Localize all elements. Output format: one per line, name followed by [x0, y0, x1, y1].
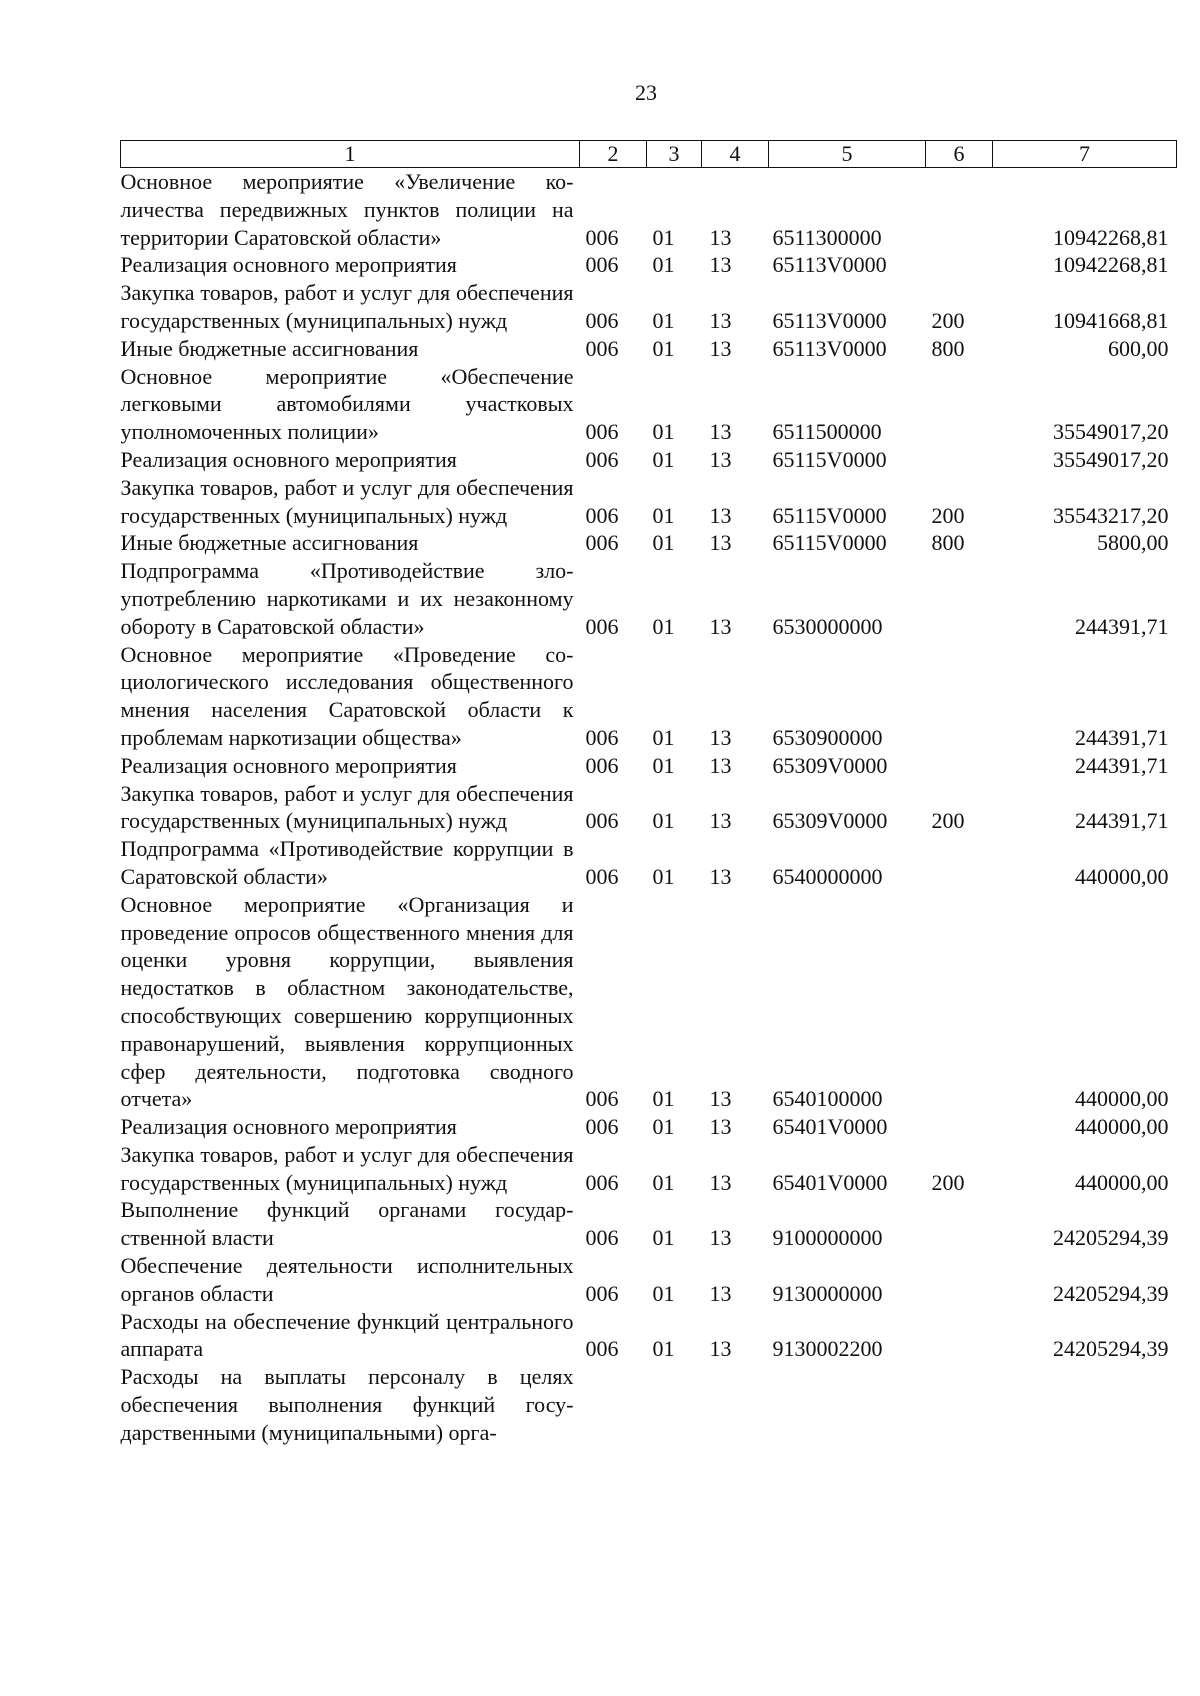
row-description: Реализация основного мероприятия: [120, 1114, 457, 1140]
row-description: Основное мероприятие «Проведение социологического исследования общественного мнения населения Саратовской области к проблемам наркотизации общества»: [120, 641, 574, 750]
row-col-3: 01: [652, 752, 675, 778]
row-col-7: 24205294,39: [1053, 1336, 1169, 1362]
row-col-7: 35543217,20: [1053, 502, 1169, 528]
row-col-6: [926, 891, 993, 1113]
row-col-3: 01: [652, 724, 675, 750]
row-description: Иные бюджетные ассигнования: [120, 335, 419, 361]
row-col-3: 01: [652, 1280, 675, 1306]
row-description: Реализация основного мероприятия: [120, 446, 457, 472]
row-col-3: 01: [652, 1169, 675, 1195]
row-col-5: 65113V0000: [772, 335, 887, 361]
row-col-3: 01: [652, 863, 675, 889]
row-description: Закупка товаров, работ и услуг для обеспечения государственных (муниципальных) нужд: [120, 474, 574, 528]
row-col-2: 006: [585, 1336, 619, 1362]
row-col-5: 6511300000: [772, 224, 882, 250]
row-col-5: 65401V0000: [772, 1169, 888, 1195]
row-col-3: 01: [652, 1336, 675, 1362]
row-col-4: 13: [709, 1280, 732, 1306]
row-description: Выполнение функций органами государственной власти: [120, 1197, 574, 1251]
row-col-6: [926, 641, 993, 752]
row-col-4: 13: [709, 335, 732, 361]
row-description: Закупка товаров, работ и услуг для обеспечения государственных (муниципальных) нужд: [120, 280, 574, 333]
row-col-5: [769, 1363, 926, 1446]
row-col-3: [647, 1363, 702, 1446]
row-col-7: 35549017,20: [1053, 446, 1169, 472]
table-row: [121, 780, 1177, 836]
row-col-2: 006: [585, 808, 619, 834]
row-col-2: 006: [585, 502, 619, 528]
row-col-3: 01: [652, 1114, 675, 1140]
row-col-5: 65309V0000: [772, 808, 888, 834]
table-body: [121, 168, 1177, 1447]
row-col-7: 24205294,39: [1053, 1280, 1169, 1306]
table-row: [121, 752, 1177, 780]
row-col-2: 006: [585, 863, 619, 889]
row-col-7: 440000,00: [1075, 1114, 1169, 1140]
row-col-2: 006: [585, 752, 619, 778]
row-col-4: 13: [709, 502, 732, 528]
row-col-5: 6540100000: [772, 1086, 883, 1112]
row-col-7: 600,00: [1108, 335, 1169, 361]
row-col-4: 13: [709, 419, 732, 445]
row-col-4: 13: [709, 613, 732, 639]
row-col-2: 006: [585, 530, 619, 556]
row-col-7: 440000,00: [1075, 863, 1169, 889]
row-description: Иные бюджетные ассигнования: [120, 530, 419, 556]
row-col-5: 9130002200: [772, 1336, 883, 1362]
row-col-4: 13: [709, 446, 732, 472]
row-col-3: 01: [652, 502, 675, 528]
row-col-5: 9130000000: [772, 1280, 883, 1306]
row-description: Реализация основного мероприятия: [120, 252, 457, 278]
row-col-2: 006: [585, 252, 619, 278]
row-col-4: 13: [709, 1086, 732, 1112]
row-col-4: 13: [709, 1169, 732, 1195]
row-col-6: [926, 251, 993, 279]
row-col-6: [926, 752, 993, 780]
row-col-5: 6530000000: [772, 613, 883, 639]
row-col-5: 65115V0000: [772, 530, 887, 556]
row-col-7: 244391,71: [1075, 724, 1169, 750]
row-col-3: 01: [652, 1086, 675, 1112]
row-col-6: [926, 168, 993, 252]
row-col-7: 10942268,81: [1053, 252, 1169, 278]
row-col-7: 10942268,81: [1053, 224, 1169, 250]
header-col-2: 2: [580, 141, 647, 168]
table-row: [121, 641, 1177, 752]
row-col-2: 006: [585, 1086, 619, 1112]
table-row: [121, 1196, 1177, 1252]
row-col-2: 006: [585, 335, 619, 361]
row-col-4: [702, 1363, 769, 1446]
row-description: Закупка товаров, работ и услуг для обеспечения государственных (муниципальных) нужд: [120, 780, 574, 834]
row-description: Реализация основного мероприятия: [120, 752, 457, 778]
row-col-4: 13: [709, 863, 732, 889]
table-row: [121, 335, 1177, 363]
table-row: [121, 529, 1177, 557]
row-col-3: 01: [652, 530, 675, 556]
row-col-4: 13: [709, 808, 732, 834]
table-row: [121, 891, 1177, 1113]
table-row: [121, 446, 1177, 474]
row-col-3: 01: [652, 419, 675, 445]
header-col-7: 7: [993, 141, 1177, 168]
header-col-1: 1: [121, 141, 580, 168]
row-col-6: [926, 446, 993, 474]
header-col-3: 3: [647, 141, 702, 168]
row-col-4: 13: [709, 252, 732, 278]
row-col-5: 65401V0000: [772, 1114, 888, 1140]
row-col-2: 006: [585, 1169, 619, 1195]
table-row: [121, 1252, 1177, 1308]
row-col-4: 13: [709, 530, 732, 556]
row-col-2: 006: [585, 1225, 619, 1251]
row-col-6: 200: [931, 808, 965, 834]
row-description: Основное мероприятие «Организация и проведение опросов общественного мнения для оценки уровня коррупции, выявления недостатков в областном законодательстве, способствующих совершению коррупционных правонарушений, выявления коррупционных сфер деятельности, подготовка сводного отчета»: [120, 891, 574, 1112]
table-row: [121, 1308, 1177, 1364]
row-col-6: [926, 1113, 993, 1141]
row-col-6: 200: [931, 1169, 965, 1195]
table-row: [121, 251, 1177, 279]
page-number: 23: [635, 80, 657, 105]
row-col-6: [926, 557, 993, 640]
row-col-5: 65113V0000: [772, 252, 887, 278]
row-col-7: 35549017,20: [1053, 419, 1169, 445]
header-col-4: 4: [702, 141, 769, 168]
row-col-3: 01: [652, 224, 675, 250]
row-col-7: 244391,71: [1075, 613, 1169, 639]
row-col-4: 13: [709, 1336, 732, 1362]
row-col-5: 65115V0000: [772, 446, 887, 472]
row-col-2: 006: [585, 307, 619, 333]
table-row: [121, 1113, 1177, 1141]
row-col-5: 65115V0000: [772, 502, 887, 528]
row-col-2: 006: [585, 224, 619, 250]
row-col-7: 440000,00: [1075, 1169, 1169, 1195]
table-row: [121, 279, 1177, 335]
row-col-2: 006: [585, 1114, 619, 1140]
row-col-7: 24205294,39: [1053, 1225, 1169, 1251]
row-col-7: [993, 1363, 1177, 1446]
row-description: Подпрограмма «Противодействие злоупотреблению наркотиками и их незаконному обороту в Саратовской области»: [120, 558, 574, 639]
row-col-3: 01: [652, 613, 675, 639]
row-col-2: 006: [585, 1280, 619, 1306]
row-col-5: 6540000000: [772, 863, 883, 889]
row-col-4: 13: [709, 752, 732, 778]
row-col-3: 01: [652, 335, 675, 361]
row-col-5: 65309V0000: [772, 752, 888, 778]
table-header: [121, 141, 1177, 168]
table-row: [121, 1141, 1177, 1197]
row-col-7: 244391,71: [1075, 808, 1169, 834]
row-description: Расходы на выплаты персоналу в целях обеспечения выполнения функций государственными (муниципальными) орга-: [120, 1364, 574, 1445]
row-col-6: [926, 1196, 993, 1252]
row-description: Основное мероприятие «Увеличение количества передвижных пунктов полиции на территории Саратовской области»: [120, 169, 574, 250]
row-col-5: 6530900000: [772, 724, 883, 750]
row-col-6: [926, 1363, 993, 1446]
row-col-3: 01: [652, 307, 675, 333]
row-col-4: 13: [709, 1225, 732, 1251]
row-col-4: 13: [709, 224, 732, 250]
table-row: [121, 168, 1177, 252]
header-col-5: 5: [769, 141, 926, 168]
row-col-6: [926, 1308, 993, 1364]
row-description: Подпрограмма «Противодействие коррупции в Саратовской области»: [120, 836, 574, 889]
row-description: Основное мероприятие «Обеспечение легковыми автомобилями участковых уполномоченных полиции»: [120, 363, 574, 445]
table-row: [121, 363, 1177, 446]
row-col-4: 13: [709, 307, 732, 333]
row-col-4: 13: [709, 1114, 732, 1140]
table-row: [121, 557, 1177, 640]
header-row: [121, 141, 1177, 168]
row-col-6: 200: [931, 502, 965, 528]
row-col-7: 440000,00: [1075, 1086, 1169, 1112]
row-description: Обеспечение деятельности исполнительных органов области: [120, 1253, 574, 1306]
row-col-3: 01: [652, 1225, 675, 1251]
row-col-5: 9100000000: [772, 1225, 883, 1251]
row-col-3: 01: [652, 808, 675, 834]
row-col-6: [926, 363, 993, 446]
row-col-3: 01: [652, 446, 675, 472]
row-col-2: [580, 1363, 647, 1446]
row-col-7: 5800,00: [1097, 530, 1169, 556]
row-col-6: [926, 1252, 993, 1308]
table-row: [121, 1363, 1177, 1446]
row-col-3: 01: [652, 252, 675, 278]
row-col-4: 13: [709, 724, 732, 750]
table-row: [121, 835, 1177, 891]
row-col-6: [926, 835, 993, 891]
row-col-7: 10941668,81: [1053, 307, 1169, 333]
table-row: [121, 474, 1177, 530]
row-description: Расходы на обеспечение функций центрального аппарата: [120, 1308, 574, 1362]
row-col-5: 65113V0000: [772, 307, 887, 333]
row-description: Закупка товаров, работ и услуг для обеспечения государственных (муниципальных) нужд: [120, 1141, 574, 1195]
row-col-6: 200: [931, 307, 965, 333]
row-col-7: 244391,71: [1075, 752, 1169, 778]
row-col-5: 6511500000: [772, 419, 882, 445]
row-col-2: 006: [585, 419, 619, 445]
budget-table: [120, 140, 1177, 1447]
row-col-2: 006: [585, 446, 619, 472]
row-col-2: 006: [585, 613, 619, 639]
row-col-2: 006: [585, 724, 619, 750]
row-col-6: 800: [931, 530, 965, 556]
header-col-6: 6: [926, 141, 993, 168]
row-col-6: 800: [931, 335, 965, 361]
